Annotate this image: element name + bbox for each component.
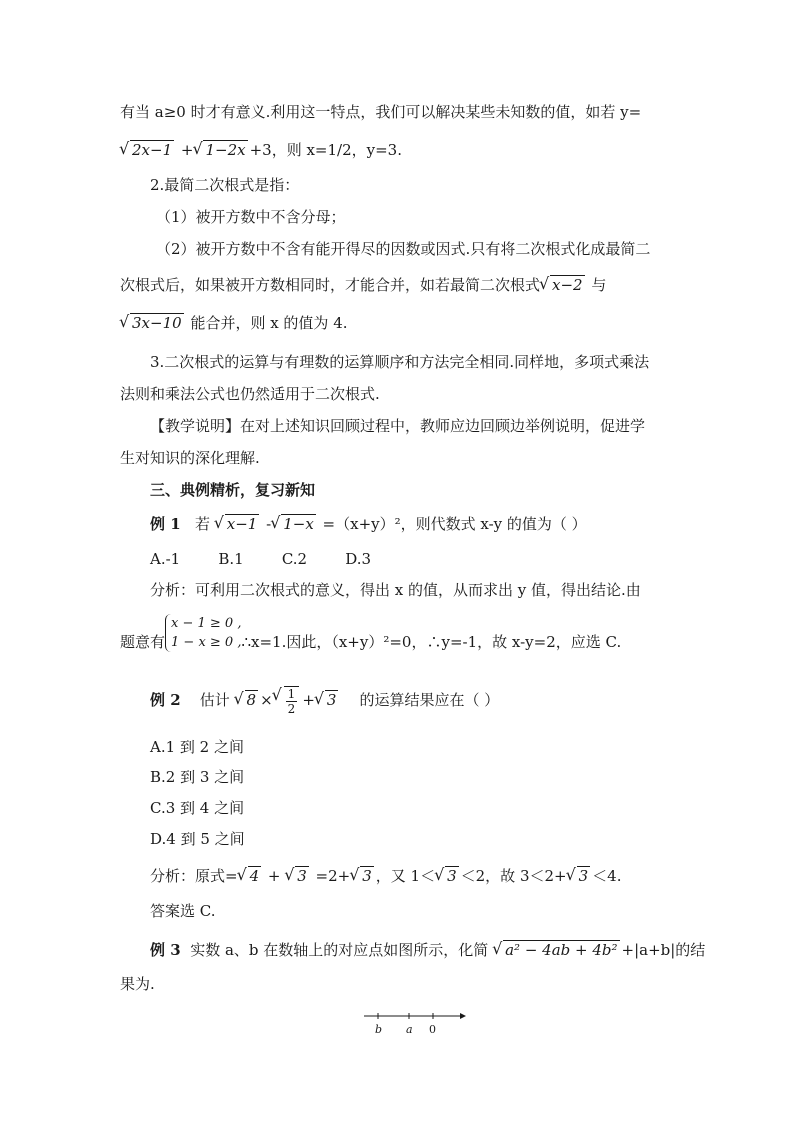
radical: √ 3x−10 [120,313,184,333]
text-line: 法则和乘法公式也仍然适用于二次根式. [120,385,380,403]
radical: √ 3 [567,866,591,886]
radical: √ 1−2x [193,140,247,160]
number-line-figure [362,1010,472,1040]
example-1: 例 1 若 √ x−1 -√ 1−x =（x+y）²，则代数式 x-y 的值为（ ） [150,514,587,538]
equation-system: x − 1 ≥ 0 , 1 − x ≥ 0 , [165,614,241,652]
radical: √ 1−x [271,514,316,534]
text-line: （2）被开方数中不含有能开得尽的因数或因式.只有将二次根式化成最简二 [156,240,651,258]
radical: √ 3 [285,866,309,886]
analysis-2: 分析：原式=√ 4 + √ 3 =2+√ 3 ，又 1＜√ 3 ＜2，故 3＜2+√ 3 ＜4. [150,866,621,890]
radical: √ 3 [350,866,374,886]
radical: √ x−2 [540,275,585,295]
label-zero: 0 [429,1023,436,1036]
radical: √ 3 [315,690,339,710]
option-b: B.2 到 3 之间 [150,768,245,786]
text-line: 生对知识的深化理解. [120,449,260,467]
example-1-options: A.-1 B.1 C.2 D.3 [150,550,372,568]
radical: √ 8 [235,690,259,710]
radical: √ $\frac{1}{2}$ [273,686,301,716]
radical: √ x−1 [215,514,260,534]
radical: √ 3 [435,866,459,886]
formula-line: √ 2x−1 +√ 1−2x +3，则 x=1/2，y=3. [120,140,402,164]
text-line: 2.最简二次根式是指： [150,176,300,194]
radical: √ 4 [238,866,262,886]
radical: √ a² − 4ab + 4b² [493,940,619,960]
text: 有当 a≥0 时才有意义.利用这一特点，我们可以解决某些未知数的值，如若 y= [120,103,642,121]
text-line: 次根式后，如果被开方数相同时，才能合并，如若最简二次根式√ x−2 与 [120,275,606,299]
text-line [120,102,676,126]
text-line: 3.二次根式的运算与有理数的运算顺序和方法完全相同.同样地，多项式乘法 [150,353,650,371]
example-3: 例 3 实数 a、b 在数轴上的对应点如图所示，化简 √ a² − 4ab + 4b² +|a+b|的结 [150,940,705,964]
radical: √ 2x−1 [120,140,174,160]
answer-2: 答案选 C. [150,902,216,920]
label-b: b [375,1023,383,1036]
label-a: a [406,1023,413,1036]
option-a: A.1 到 2 之间 [150,738,244,756]
analysis-1-system: 题意有 x − 1 ≥ 0 , 1 − x ≥ 0 , ∴x=1.因此，（x+y）²=0，∴y=-1，故 x-y=2，应选 C. [120,616,622,651]
option-c: C.3 到 4 之间 [150,799,245,817]
text-line: 【教学说明】在对上述知识回顾过程中，教师应边回顾边举例说明，促进学 [150,417,646,435]
example-2: 例 2 估计 √ 8 × √ $\frac{1}{2}$ +√ 3 的运算结果应在（ ） [150,686,499,720]
section-heading: 三、典例精析，复习新知 [150,481,316,499]
formula-line: √ 3x−10 能合并，则 x 的值为 4. [120,313,348,337]
option-d: D.4 到 5 之间 [150,830,245,848]
text-line: （1）被开方数中不含分母； [156,208,346,226]
analysis-1: 分析：可利用二次根式的意义，得出 x 的值，从而求出 y 值，得出结论.由 [150,581,641,599]
text-line: 果为. [120,975,155,993]
